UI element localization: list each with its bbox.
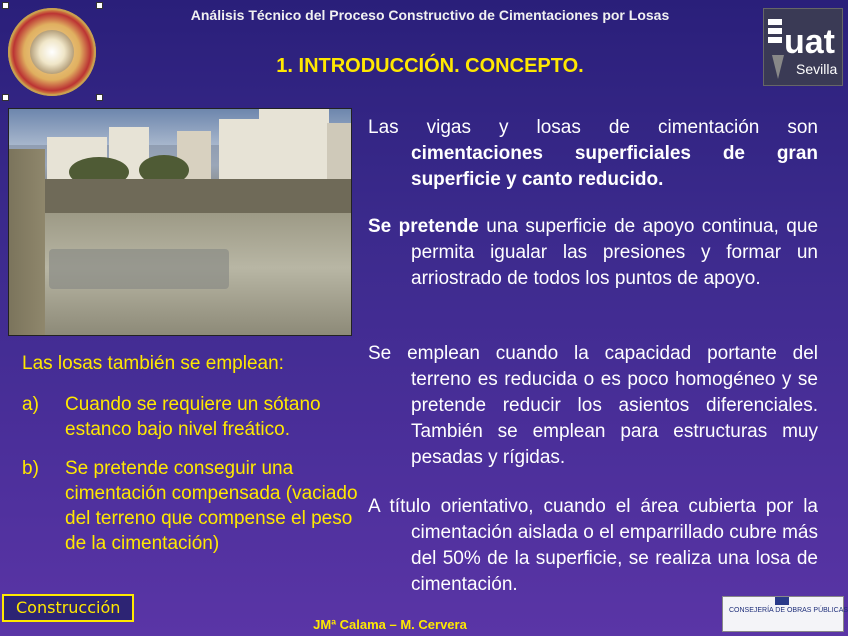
logo-city: Sevilla — [796, 61, 838, 77]
list-marker: b) — [22, 458, 39, 479]
paragraph-1: Las vigas y losas de cimentación son cimentaciones superficiales de gran superficie y canto reducido. — [368, 117, 818, 190]
university-seal-logo — [8, 8, 96, 96]
logo-text: uat — [784, 23, 835, 61]
sponsor-text: CONSEJERÍA DE OBRAS PÚBLICAS — [729, 607, 848, 614]
left-heading: Las losas también se emplean: — [22, 353, 284, 374]
list-item-text: Se pretende conseguir una cimentación compensada (vaciado del terreno que compense el peso de la cimentación) — [65, 458, 358, 554]
paragraph-3: Se emplean cuando la capacidad portante del terreno es reducida o es poco homogéneo y se pretende reducir los asientos diferenciales. También se emplean para estructuras muy pesadas y rígidas. — [368, 343, 818, 468]
selection-handle-icon[interactable] — [96, 94, 103, 101]
list-item — [22, 392, 358, 442]
euat-logo — [763, 8, 843, 86]
sponsor-logo — [722, 596, 848, 632]
section-label: Construcción — [2, 594, 134, 622]
paragraph-2: Se pretende una superficie de apoyo continua, que permita igualar las presiones y formar un arriostrado de todos los puntos de apoyo. — [368, 216, 819, 289]
selection-handle-icon[interactable] — [2, 2, 9, 9]
list-item — [22, 456, 358, 556]
header-subtitle: Análisis Técnico del Proceso Constructivo de Cimentaciones por Losas — [190, 7, 670, 23]
construction-site-photo — [8, 108, 352, 336]
list-marker: a) — [22, 394, 39, 415]
selection-handle-icon[interactable] — [96, 2, 103, 9]
selection-handle-icon[interactable] — [2, 94, 9, 101]
list-item-text: Cuando se requiere un sótano estanco bajo nivel freático. — [65, 394, 321, 440]
footer-authors: JMª Calama – M. Cervera — [313, 617, 467, 632]
page-title: 1. INTRODUCCIÓN. CONCEPTO. — [276, 55, 584, 77]
paragraph-4: A título orientativo, cuando el área cubierta por la cimentación aislada o el emparrillado cubre más del 50% de la superficie, se realiza una losa de cimentación. — [368, 496, 818, 595]
